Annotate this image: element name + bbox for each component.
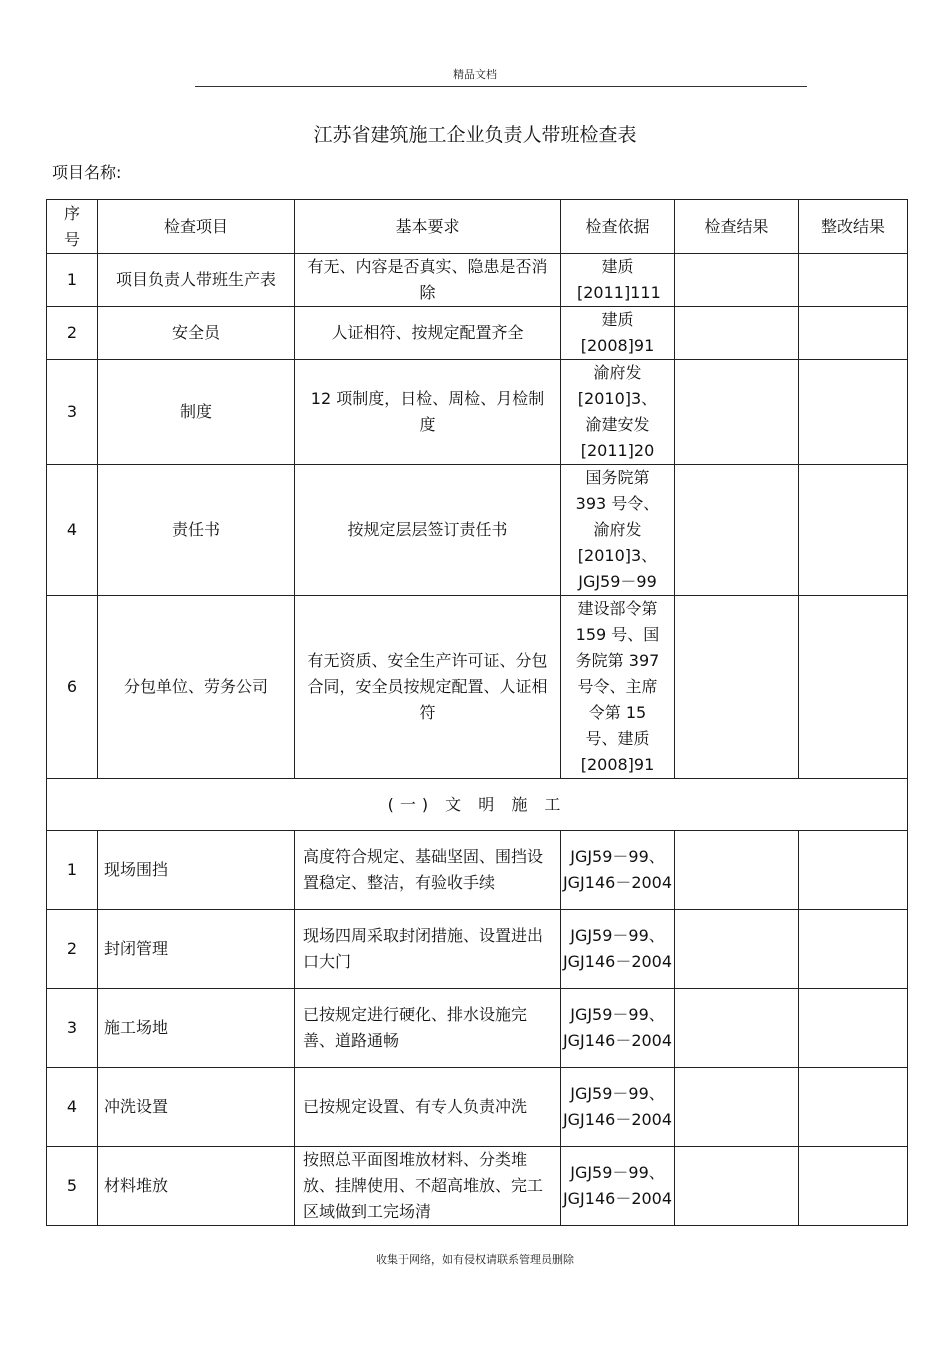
row-item: 制度 bbox=[98, 360, 295, 465]
table-row bbox=[47, 360, 908, 465]
row-rectify[interactable] bbox=[799, 596, 908, 779]
col-header-result: 检查结果 bbox=[675, 200, 799, 254]
row-result[interactable] bbox=[675, 596, 799, 779]
row-no: 1 bbox=[47, 831, 98, 910]
table-row bbox=[47, 989, 908, 1068]
row-rectify[interactable] bbox=[799, 360, 908, 465]
header-divider bbox=[195, 86, 807, 87]
document-title: 江苏省建筑施工企业负责人带班检查表 bbox=[313, 124, 637, 146]
table-row bbox=[47, 831, 908, 910]
row-no: 3 bbox=[47, 989, 98, 1068]
row-requirement: 12 项制度，日检、周检、月检制度 bbox=[295, 360, 561, 465]
row-rectify[interactable] bbox=[799, 307, 908, 360]
table-row bbox=[47, 596, 908, 779]
row-result[interactable] bbox=[675, 307, 799, 360]
section-title: (一) 文 明 施 工 bbox=[47, 779, 908, 831]
page-header: 精品文档 bbox=[453, 68, 497, 81]
row-item: 安全员 bbox=[98, 307, 295, 360]
table-row bbox=[47, 254, 908, 307]
table-row bbox=[47, 307, 908, 360]
row-no: 3 bbox=[47, 360, 98, 465]
row-result[interactable] bbox=[675, 831, 799, 910]
row-requirement: 现场四周采取封闭措施、设置进出口大门 bbox=[295, 910, 561, 989]
row-rectify[interactable] bbox=[799, 910, 908, 989]
row-item: 分包单位、劳务公司 bbox=[98, 596, 295, 779]
row-basis: JGJ59－99、JGJ146－2004 bbox=[561, 1147, 675, 1226]
col-header-no: 序号 bbox=[47, 200, 98, 254]
row-basis: 渝府发[2010]3、渝建安发[2011]20 bbox=[561, 360, 675, 465]
row-result[interactable] bbox=[675, 360, 799, 465]
row-basis: JGJ59－99、JGJ146－2004 bbox=[561, 831, 675, 910]
col-header-item: 检查项目 bbox=[98, 200, 295, 254]
row-item: 封闭管理 bbox=[98, 910, 295, 989]
row-no: 4 bbox=[47, 465, 98, 596]
row-no: 4 bbox=[47, 1068, 98, 1147]
row-item: 现场围挡 bbox=[98, 831, 295, 910]
row-result[interactable] bbox=[675, 254, 799, 307]
row-no: 2 bbox=[47, 910, 98, 989]
table-row bbox=[47, 1068, 908, 1147]
row-basis: JGJ59－99、JGJ146－2004 bbox=[561, 989, 675, 1068]
row-requirement: 已按规定进行硬化、排水设施完善、道路通畅 bbox=[295, 989, 561, 1068]
row-rectify[interactable] bbox=[799, 254, 908, 307]
col-header-requirement: 基本要求 bbox=[295, 200, 561, 254]
table-row bbox=[47, 465, 908, 596]
row-requirement: 按规定层层签订责任书 bbox=[295, 465, 561, 596]
row-basis: 国务院第 393 号令、渝府发[2010]3、JGJ59－99 bbox=[561, 465, 675, 596]
table-row bbox=[47, 910, 908, 989]
row-requirement: 有无资质、安全生产许可证、分包合同，安全员按规定配置、人证相符 bbox=[295, 596, 561, 779]
row-requirement: 已按规定设置、有专人负责冲洗 bbox=[295, 1068, 561, 1147]
row-basis: JGJ59－99、JGJ146－2004 bbox=[561, 1068, 675, 1147]
project-name-label: 项目名称: bbox=[52, 163, 122, 182]
row-result[interactable] bbox=[675, 989, 799, 1068]
row-no: 5 bbox=[47, 1147, 98, 1226]
page-footer: 收集于网络，如有侵权请联系管理员删除 bbox=[376, 1253, 574, 1266]
row-rectify[interactable] bbox=[799, 831, 908, 910]
row-rectify[interactable] bbox=[799, 1147, 908, 1226]
row-item: 材料堆放 bbox=[98, 1147, 295, 1226]
row-item: 冲洗设置 bbox=[98, 1068, 295, 1147]
row-result[interactable] bbox=[675, 910, 799, 989]
row-item: 施工场地 bbox=[98, 989, 295, 1068]
row-result[interactable] bbox=[675, 1068, 799, 1147]
row-no: 2 bbox=[47, 307, 98, 360]
row-item: 责任书 bbox=[98, 465, 295, 596]
row-requirement: 按照总平面图堆放材料、分类堆放、挂牌使用、不超高堆放、完工区域做到工完场清 bbox=[295, 1147, 561, 1226]
row-rectify[interactable] bbox=[799, 989, 908, 1068]
row-item: 项目负责人带班生产表 bbox=[98, 254, 295, 307]
inspection-table bbox=[46, 199, 908, 1226]
table-row bbox=[47, 1147, 908, 1226]
table-header-row bbox=[47, 200, 908, 254]
row-rectify[interactable] bbox=[799, 465, 908, 596]
section-row bbox=[47, 779, 908, 831]
row-rectify[interactable] bbox=[799, 1068, 908, 1147]
row-result[interactable] bbox=[675, 465, 799, 596]
row-basis: 建设部令第 159 号、国务院第 397 号令、主席令第 15 号、建质[2008]91 bbox=[561, 596, 675, 779]
row-no: 1 bbox=[47, 254, 98, 307]
row-requirement: 有无、内容是否真实、隐患是否消除 bbox=[295, 254, 561, 307]
row-basis: 建质[2011]111 bbox=[561, 254, 675, 307]
row-result[interactable] bbox=[675, 1147, 799, 1226]
row-no: 6 bbox=[47, 596, 98, 779]
row-requirement: 人证相符、按规定配置齐全 bbox=[295, 307, 561, 360]
col-header-rectify: 整改结果 bbox=[799, 200, 908, 254]
row-basis: 建质[2008]91 bbox=[561, 307, 675, 360]
row-basis: JGJ59－99、JGJ146－2004 bbox=[561, 910, 675, 989]
row-requirement: 高度符合规定、基础坚固、围挡设置稳定、整洁，有验收手续 bbox=[295, 831, 561, 910]
col-header-basis: 检查依据 bbox=[561, 200, 675, 254]
